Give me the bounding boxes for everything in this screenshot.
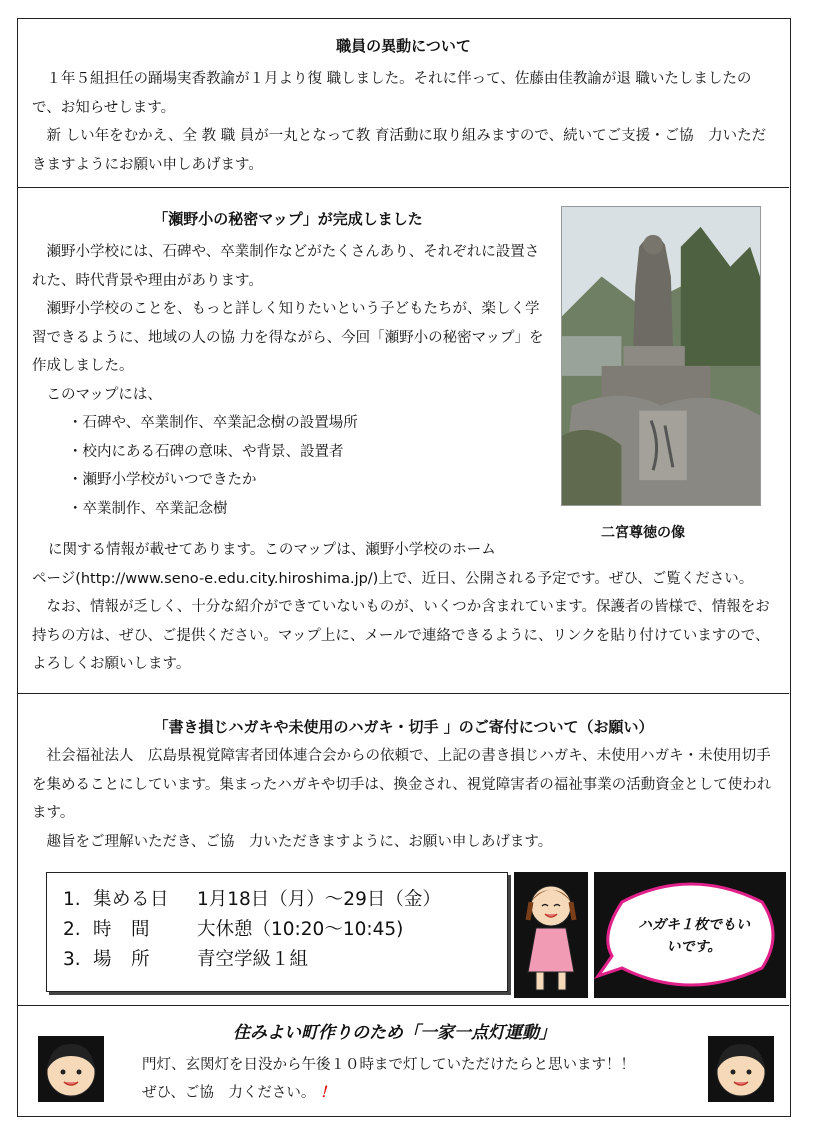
boy-illustration-left — [38, 1036, 104, 1102]
secret-map-text — [18, 206, 558, 523]
secret-map-list — [18, 409, 558, 523]
speech-bubble-panel — [594, 872, 786, 998]
info-number: 2. — [63, 919, 81, 940]
secret-map-paragraph-4b: ページ(http://www.seno-e.edu.city.hiroshima.jp/)上で、近日、公開される予定です。ぜひ、ご覧ください。 — [32, 570, 754, 587]
postcard-donation-paragraph-2: 趣旨をご理解いただき、ご協 力いただきますように、お願い申しあげます。 — [46, 833, 553, 850]
exclamation-mark: ！ — [320, 1085, 335, 1101]
secret-map-paragraph-3: このマップには、 — [46, 386, 162, 403]
staff-change-paragraph-1: １年５組担任の踊場実香教諭が１月より復 職しました。それに伴って、佐藤由佳教諭が退 職いたしましたので、お知らせします。 — [32, 71, 752, 116]
postcard-donation-title: 「書き損じハガキや未使用のハガキ・切手 」のご寄付について（お願い） — [153, 718, 654, 736]
lighting-campaign-line-2 — [142, 1080, 335, 1106]
postcard-donation-section — [18, 693, 789, 1005]
info-value: 青空学級１組 — [197, 949, 309, 970]
list-item: ・校内にある石碑の意味、や背景、設置者 — [68, 443, 344, 460]
collection-info-box — [46, 872, 508, 992]
info-label: 場 所 — [93, 949, 151, 970]
info-row-place — [63, 945, 491, 975]
info-row-time — [63, 915, 491, 945]
staff-change-section — [18, 19, 789, 187]
secret-map-title: 「瀬野小の秘密マップ」が完成しました — [153, 210, 423, 228]
statue-photo-caption: 二宮尊徳の像 — [601, 525, 685, 541]
lighting-campaign-section — [18, 1005, 789, 1117]
info-label: 時 間 — [93, 919, 151, 940]
list-item: ・石碑や、卒業制作、卒業記念樹の設置場所 — [68, 415, 358, 431]
boy-face-icon — [38, 1036, 104, 1102]
statue-photo-icon — [562, 207, 760, 505]
staff-change-paragraph-2: 新 しい年をむかえ、全 教 職 員が一丸となって教 育活動に取り組みますので、続いてご支援・ご協 力いただきますようにお願い申しあげます。 — [32, 128, 767, 173]
girl-icon — [514, 872, 588, 998]
info-number: 3. — [63, 949, 81, 970]
lighting-campaign-line-2-text: ぜひ、ご協 力ください。 — [142, 1085, 316, 1101]
newsletter-page — [17, 18, 791, 1117]
speech-bubble-text: ハガキ１枚でもいいです。 — [638, 917, 750, 955]
info-row-date — [63, 885, 491, 915]
statue-photo — [561, 206, 761, 506]
lighting-campaign-title: 住みよい町作りのため「一家一点灯運動」 — [233, 1023, 556, 1043]
secret-map-paragraph-5: なお、情報が乏しく、十分な紹介ができていないものが、いくつか含まれています。保護者の皆様で、情報をお持ちの方は、ぜひ、ご提供ください。マップ上に、メールで連絡できるように、リンクを貼り付けていますので、よろしくお願いします。 — [32, 599, 770, 672]
info-value: 大休憩（10:20～10:45) — [197, 919, 404, 940]
secret-map-text-continued — [18, 536, 789, 679]
info-value: 1月18日（月）～29日（金） — [197, 889, 441, 910]
secret-map-section — [18, 187, 789, 693]
info-number: 1. — [63, 889, 81, 910]
list-item: ・瀬野小学校がいつできたか — [68, 472, 257, 488]
secret-map-paragraph-2: 瀬野小学校のことを、もっと詳しく知りたいという子どもたちが、楽しく学習できるように、地域の人の協 力を得ながら、今回「瀬野小の秘密マップ」を作成しました。 — [32, 301, 544, 374]
info-label: 集める日 — [93, 889, 170, 910]
boy-illustration-right — [708, 1036, 774, 1102]
secret-map-paragraph-1: 瀬野小学校には、石碑や、卒業制作などがたくさんあり、それぞれに設置された、時代背景や理由があります。 — [32, 244, 540, 289]
postcard-donation-paragraph-1: 社会福祉法人 広島県視覚障害者団体連合会からの依頼で、上記の書き損じハガキ、未使用ハガキ・未使用切手を集めることにしています。集まったハガキや切手は、換金され、視覚障害者の福祉事業の活動資金として使われます。 — [32, 748, 772, 821]
list-item: ・卒業制作、卒業記念樹 — [68, 500, 228, 517]
girl-illustration — [514, 872, 588, 998]
boy-face-icon — [708, 1036, 774, 1102]
secret-map-paragraph-4a: に関する情報が載せてあります。このマップは、瀬野小学校のホーム — [48, 542, 496, 558]
lighting-campaign-line-1: 門灯、玄関灯を日没から午後１０時まで灯していただけたらと思います！！ — [142, 1057, 635, 1073]
staff-change-title: 職員の異動について — [336, 37, 471, 55]
